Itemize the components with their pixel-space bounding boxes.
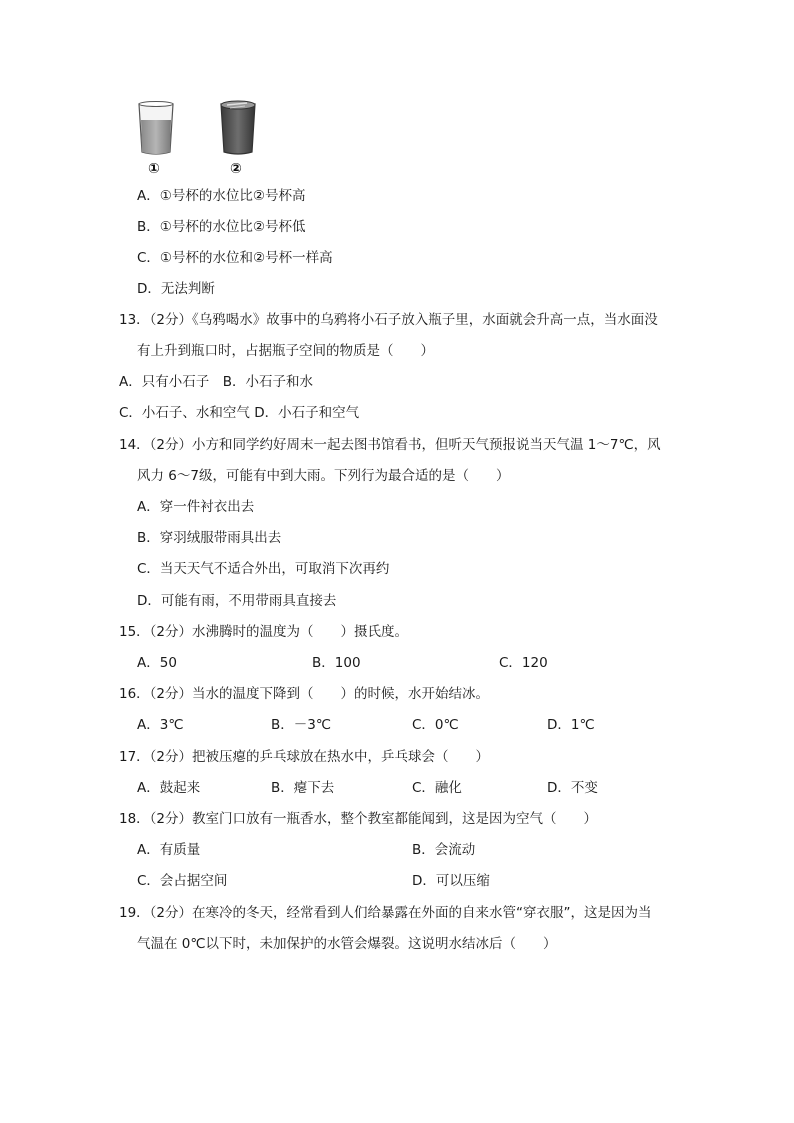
q14-option-a: A．穿一件衬衣出去 xyxy=(137,499,255,515)
q17-option-a: A．鼓起来 xyxy=(137,780,201,796)
q17-option-d: D．不变 xyxy=(547,780,598,796)
q12-option-b: B．①号杯的水位比②号杯低 xyxy=(137,219,306,235)
q14-option-b: B．穿羽绒服带雨具出去 xyxy=(137,530,282,546)
q16-option-a: A．3℃ xyxy=(137,717,184,733)
q18-option-c: C．会占据空间 xyxy=(137,873,228,889)
q15-option-c: C．120 xyxy=(499,655,548,671)
q18-option-d: D．可以压缩 xyxy=(412,873,490,889)
q14-stem-line1: 14．（2分）小方和同学约好周末一起去图书馆看书，但听天气预报说当天气温 1～7℃，风 xyxy=(119,437,661,453)
q17-option-c: C．融化 xyxy=(412,780,462,796)
cup-1-label: ① xyxy=(148,161,160,177)
q12-option-a: A．①号杯的水位比②号杯高 xyxy=(137,188,306,204)
q17-option-b: B．瘪下去 xyxy=(271,780,335,796)
q18-stem: 18．（2分）教室门口放有一瓶香水，整个教室都能闻到，这是因为空气（ ） xyxy=(119,811,598,827)
q13-options-row1: A．只有小石子 B．小石子和水 xyxy=(119,374,313,390)
q19-stem-line1: 19．（2分）在寒冷的冬天，经常看到人们给暴露在外面的自来水管“穿衣服”，这是因为当 xyxy=(119,905,652,921)
cup-1 xyxy=(139,102,173,155)
q15-stem: 15．（2分）水沸腾时的温度为（ ）摄氏度。 xyxy=(119,624,409,640)
q14-option-d: D．可能有雨，不用带雨具直接去 xyxy=(137,593,337,609)
q16-option-c: C．0℃ xyxy=(412,717,459,733)
q13-options-row2: C．小石子、水和空气 D．小石子和空气 xyxy=(119,405,360,421)
q13-stem-line2: 有上升到瓶口时，占据瓶子空间的物质是（ ） xyxy=(137,343,434,359)
q17-stem: 17．（2分）把被压瘪的乒乓球放在热水中，乒乓球会（ ） xyxy=(119,749,490,765)
q14-stem-line2: 风力 6～7级，可能有中到大雨。下列行为最合适的是（ ） xyxy=(137,468,510,484)
cup-2 xyxy=(221,101,255,154)
cups-figure xyxy=(135,98,275,178)
q13-stem-line1: 13．（2分）《乌鸦喝水》故事中的乌鸦将小石子放入瓶子里，水面就会升高一点，当水面没 xyxy=(119,312,658,328)
q12-option-c: C．①号杯的水位和②号杯一样高 xyxy=(137,250,333,266)
cup-2-label: ② xyxy=(230,161,242,177)
q12-option-d: D．无法判断 xyxy=(137,281,215,297)
q16-option-b: B．－3℃ xyxy=(271,717,332,733)
q18-option-b: B．会流动 xyxy=(412,842,476,858)
q15-option-b: B．100 xyxy=(312,655,361,671)
q18-option-a: A．有质量 xyxy=(137,842,201,858)
q19-stem-line2: 气温在 0℃以下时，未加保护的水管会爆裂。这说明水结冰后（ ） xyxy=(137,936,557,952)
q16-stem: 16．（2分）当水的温度下降到（ ）的时候，水开始结冰。 xyxy=(119,686,490,702)
q15-option-a: A．50 xyxy=(137,655,177,671)
q14-option-c: C．当天天气不适合外出，可取消下次再约 xyxy=(137,561,390,577)
q16-option-d: D．1℃ xyxy=(547,717,595,733)
